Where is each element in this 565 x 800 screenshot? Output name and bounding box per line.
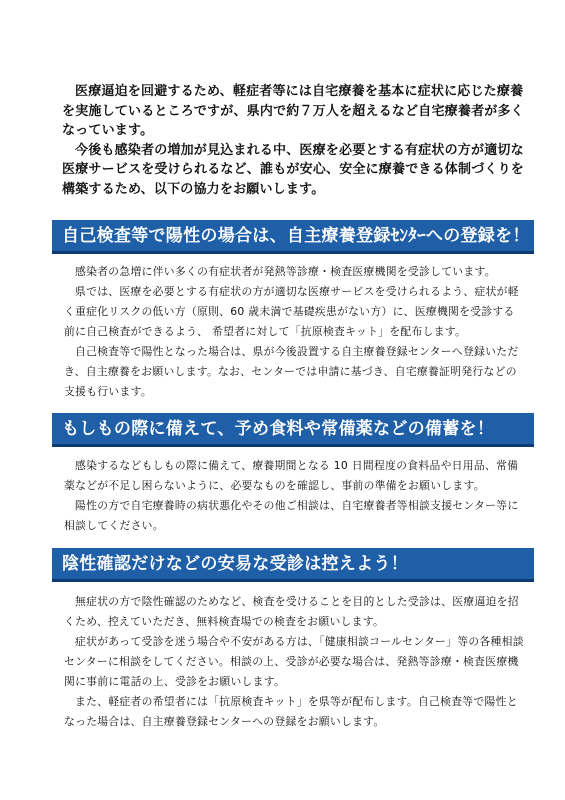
section-2-body	[64, 456, 524, 536]
intro-paragraph-1: 医療逼迫を回避するため、軽症者等には自宅療養を基本に症状に応じた療養を実施しているところですが、県内で約７万人を超えるなど自宅療養者が多くなっています。	[62, 84, 524, 138]
intro-paragraph-2: 今後も感染者の増加が見込まれる中、医療を必要とする有症状の方が適切な医療サービスを受けられるなど、誰もが安心、安全に療養できる体制づくりを構築するため、以下の協力をお願いします。	[62, 142, 525, 197]
section-2-paragraph-2: 陽性の方で自宅療養時の病状悪化やその他ご相談は、自宅療養者等相談支援センター等に相談してください。	[64, 499, 519, 532]
intro-text	[62, 82, 532, 199]
section-2-banner: もしもの際に備えて、予め食料や常備薬などの備蓄を！	[52, 413, 534, 447]
section-1-paragraph-3: 自己検査等で陽性となった場合は、県が今後設置する自主療養登録センターへ登録いただき、自主療養をお願いします。なお、センターでは申請に基づき、自宅療養証明発行などの支援も行います。	[64, 345, 519, 398]
section-1-paragraph-2: 県では、医療を必要とする有症状の方が適切な医療サービスを受けられるよう、症状が軽く重症化リスクの低い方（原則、60 歳未満で基礎疾患がない方）に、医療機関を受診する前に自己検査ができるよう、 希望者に対して「抗原検査キット」を配布します。	[64, 285, 519, 338]
section-1-paragraph-1: 感染者の急増に伴い多くの有症状者が発熱等診療・検査医療機関を受診しています。	[75, 265, 496, 278]
section-1-banner: 自己検査等で陽性の場合は、自主療養登録ｾﾝﾀｰへの登録を！	[52, 220, 534, 254]
section-3-banner: 陰性確認だけなどの安易な受診は控えよう！	[52, 548, 534, 582]
section-2-paragraph-1: 感染するなどもしもの際に備えて、療養期間となる 10 日間程度の食料品や日用品、常備薬などが不足し困らないように、必要なものを確認し、事前の準備をお願いします。	[64, 459, 519, 492]
section-3-paragraph-3: また、軽症者の希望者には「抗原検査キット」を県等が配布します。自己検査等で陽性となった場合は、自主療養登録センターへの登録をお願いします。	[64, 695, 518, 728]
section-3-body	[64, 592, 524, 732]
section-3-paragraph-2: 症状があって受診を迷う場合や不安がある方は、「健康相談コールセンター」等の各種相談センターに相談をしてください。相談の上、受診が必要な場合は、発熱等診療・検査医療機関に事前に電話の上、受診をお願いします。	[64, 635, 524, 688]
section-3-paragraph-1: 無症状の方で陰性確認のためなど、検査を受けることを目的とした受診は、医療逼迫を招くため、控えていただき、無料検査場での検査をお願いします。	[64, 595, 519, 628]
section-1-body	[64, 262, 524, 402]
